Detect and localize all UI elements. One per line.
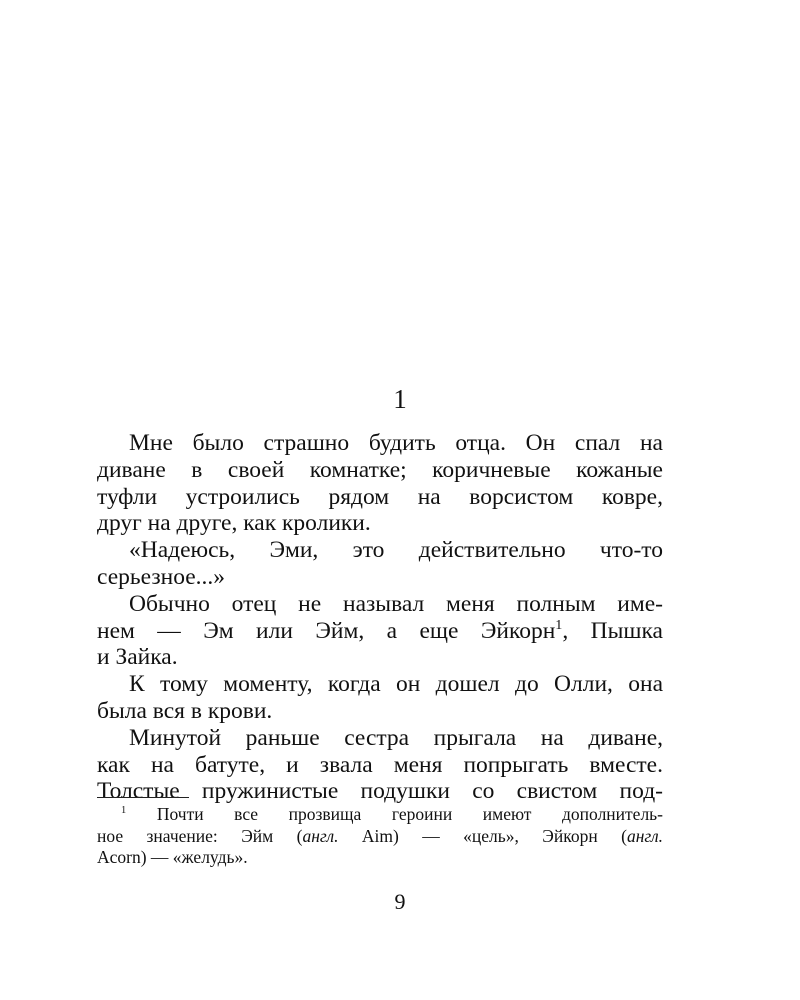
footnote-abbreviation: англ. [626, 825, 663, 846]
page-number: 9 [394, 889, 406, 914]
paragraph [97, 671, 663, 725]
paragraph [97, 591, 663, 671]
text-line: Толстые пружинистые подушки со свистом под- [97, 778, 663, 805]
footnote-marker: 1 [121, 805, 127, 817]
text-line: Мне было страшно будить отца. Он спал на [129, 430, 663, 456]
footnote-abbreviation: англ. [302, 825, 339, 846]
text-line: туфли устроились рядом на ворсистом ковре, [97, 483, 663, 510]
text-fragment: , Пышка [562, 617, 663, 644]
footnote-line: Acorn) — «желудь». [97, 847, 248, 867]
body-text [97, 430, 663, 805]
footnote-divider [97, 797, 189, 798]
text-line: как на батуте, и звала меня попрыгать вместе. [97, 751, 663, 778]
text-line: серьезное...» [97, 563, 226, 590]
text-line: диване в своей комнатке; коричневые кожаные [97, 456, 663, 483]
text-line [97, 618, 663, 645]
text-line: была вся в крови. [97, 697, 273, 724]
footnote-text: ное значение: Эйм ( [97, 825, 303, 846]
paragraph [97, 430, 663, 537]
text-line: друг на друге, как кролики. [97, 510, 371, 537]
footnote-line [97, 826, 663, 848]
chapter-number: 1 [393, 384, 407, 414]
text-line: Обычно отец не называл меня полным име- [129, 590, 663, 617]
text-line: и Зайка. [97, 644, 178, 671]
paragraph [97, 537, 663, 591]
text-fragment: нем — Эм или Эйм, а еще Эйкорн [97, 617, 556, 644]
footnote-text: Aim) — «цель», Эйкорн ( [338, 825, 627, 846]
text-line: «Надеюсь, Эми, это действительно что-то [129, 537, 663, 564]
text-line: К тому моменту, когда он дошел до Олли, она [129, 671, 663, 698]
footnote-reference[interactable]: 1 [555, 616, 563, 633]
text-line: Минутой раньше сестра прыгала на диване, [129, 724, 663, 751]
footnote-line [97, 804, 663, 826]
footnote [97, 804, 663, 869]
footnote-text: Почти все прозвища героини имеют дополнитель- [156, 804, 663, 824]
paragraph [97, 725, 663, 805]
